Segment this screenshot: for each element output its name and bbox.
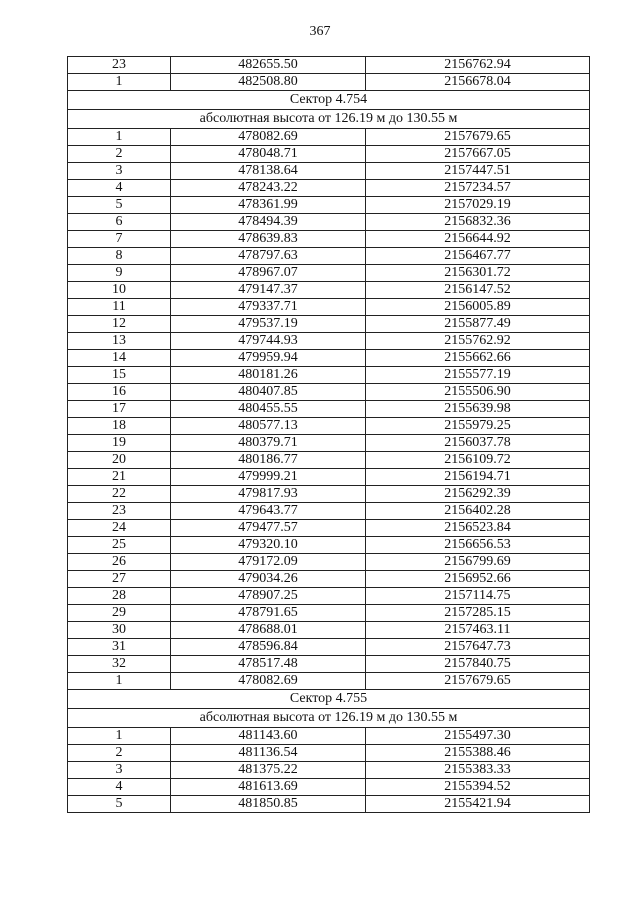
y-coordinate-cell: 2157114.75 — [366, 588, 590, 605]
point-number-cell: 20 — [68, 452, 171, 469]
x-coordinate-cell: 481850.85 — [171, 796, 366, 813]
x-coordinate-cell: 479034.26 — [171, 571, 366, 588]
point-number-cell: 23 — [68, 503, 171, 520]
sector-title: Сектор 4.755 — [68, 690, 590, 709]
table-row — [68, 486, 590, 503]
y-coordinate-cell: 2155639.98 — [366, 401, 590, 418]
x-coordinate-cell: 478688.01 — [171, 622, 366, 639]
point-number-cell: 5 — [68, 796, 171, 813]
x-coordinate-cell: 482508.80 — [171, 74, 366, 91]
point-number-cell: 23 — [68, 57, 171, 74]
x-coordinate-cell: 478517.48 — [171, 656, 366, 673]
table-row — [68, 384, 590, 401]
x-coordinate-cell: 479744.93 — [171, 333, 366, 350]
y-coordinate-cell: 2156109.72 — [366, 452, 590, 469]
x-coordinate-cell: 481375.22 — [171, 762, 366, 779]
y-coordinate-cell: 2155577.19 — [366, 367, 590, 384]
y-coordinate-cell: 2156402.28 — [366, 503, 590, 520]
x-coordinate-cell: 479643.77 — [171, 503, 366, 520]
x-coordinate-cell: 479477.57 — [171, 520, 366, 537]
y-coordinate-cell: 2156037.78 — [366, 435, 590, 452]
table-row — [68, 656, 590, 673]
point-number-cell: 14 — [68, 350, 171, 367]
point-number-cell: 22 — [68, 486, 171, 503]
table-row — [68, 452, 590, 469]
point-number-cell: 31 — [68, 639, 171, 656]
table-row — [68, 57, 590, 74]
table-row — [68, 146, 590, 163]
x-coordinate-cell: 479337.71 — [171, 299, 366, 316]
table-row — [68, 571, 590, 588]
y-coordinate-cell: 2157029.19 — [366, 197, 590, 214]
table-row — [68, 350, 590, 367]
table-row — [68, 265, 590, 282]
table-row — [68, 537, 590, 554]
point-number-cell: 1 — [68, 74, 171, 91]
point-number-cell: 7 — [68, 231, 171, 248]
x-coordinate-cell: 480186.77 — [171, 452, 366, 469]
x-coordinate-cell: 478791.65 — [171, 605, 366, 622]
point-number-cell: 27 — [68, 571, 171, 588]
y-coordinate-cell: 2156952.66 — [366, 571, 590, 588]
y-coordinate-cell: 2157679.65 — [366, 129, 590, 146]
y-coordinate-cell: 2156292.39 — [366, 486, 590, 503]
table-row — [68, 367, 590, 384]
point-number-cell: 30 — [68, 622, 171, 639]
x-coordinate-cell: 479999.21 — [171, 469, 366, 486]
table-row — [68, 299, 590, 316]
table-row — [68, 588, 590, 605]
point-number-cell: 13 — [68, 333, 171, 350]
x-coordinate-cell: 478243.22 — [171, 180, 366, 197]
point-number-cell: 19 — [68, 435, 171, 452]
table-row — [68, 435, 590, 452]
x-coordinate-cell: 480455.55 — [171, 401, 366, 418]
y-coordinate-cell: 2157234.57 — [366, 180, 590, 197]
point-number-cell: 26 — [68, 554, 171, 571]
point-number-cell: 2 — [68, 146, 171, 163]
table-row — [68, 520, 590, 537]
x-coordinate-cell: 478907.25 — [171, 588, 366, 605]
table-row — [68, 673, 590, 690]
y-coordinate-cell: 2155421.94 — [366, 796, 590, 813]
x-coordinate-cell: 480181.26 — [171, 367, 366, 384]
point-number-cell: 4 — [68, 180, 171, 197]
sector-title-row — [68, 91, 590, 110]
table-row — [68, 333, 590, 350]
x-coordinate-cell: 478494.39 — [171, 214, 366, 231]
point-number-cell: 29 — [68, 605, 171, 622]
table-row — [68, 248, 590, 265]
y-coordinate-cell: 2155662.66 — [366, 350, 590, 367]
x-coordinate-cell: 478639.83 — [171, 231, 366, 248]
y-coordinate-cell: 2155383.33 — [366, 762, 590, 779]
point-number-cell: 15 — [68, 367, 171, 384]
point-number-cell: 32 — [68, 656, 171, 673]
table-row — [68, 74, 590, 91]
table-row — [68, 214, 590, 231]
sector-altitude-row — [68, 110, 590, 129]
table-row — [68, 779, 590, 796]
table-row — [68, 163, 590, 180]
x-coordinate-cell: 478048.71 — [171, 146, 366, 163]
x-coordinate-cell: 479172.09 — [171, 554, 366, 571]
coordinates-table — [67, 56, 590, 813]
x-coordinate-cell: 480379.71 — [171, 435, 366, 452]
table-row — [68, 503, 590, 520]
x-coordinate-cell: 479147.37 — [171, 282, 366, 299]
table-row — [68, 469, 590, 486]
point-number-cell: 2 — [68, 745, 171, 762]
table-row — [68, 316, 590, 333]
x-coordinate-cell: 479320.10 — [171, 537, 366, 554]
x-coordinate-cell: 478797.63 — [171, 248, 366, 265]
x-coordinate-cell: 479817.93 — [171, 486, 366, 503]
table-row — [68, 796, 590, 813]
point-number-cell: 18 — [68, 418, 171, 435]
y-coordinate-cell: 2155762.92 — [366, 333, 590, 350]
point-number-cell: 1 — [68, 673, 171, 690]
y-coordinate-cell: 2156832.36 — [366, 214, 590, 231]
sector-altitude-row — [68, 709, 590, 728]
point-number-cell: 3 — [68, 163, 171, 180]
x-coordinate-cell: 478967.07 — [171, 265, 366, 282]
x-coordinate-cell: 480407.85 — [171, 384, 366, 401]
sector-altitude: абсолютная высота от 126.19 м до 130.55 м — [68, 110, 590, 129]
point-number-cell: 5 — [68, 197, 171, 214]
point-number-cell: 17 — [68, 401, 171, 418]
x-coordinate-cell: 478082.69 — [171, 673, 366, 690]
y-coordinate-cell: 2157667.05 — [366, 146, 590, 163]
point-number-cell: 25 — [68, 537, 171, 554]
table-row — [68, 605, 590, 622]
point-number-cell: 9 — [68, 265, 171, 282]
y-coordinate-cell: 2156005.89 — [366, 299, 590, 316]
x-coordinate-cell: 479959.94 — [171, 350, 366, 367]
table-row — [68, 728, 590, 745]
point-number-cell: 10 — [68, 282, 171, 299]
y-coordinate-cell: 2156523.84 — [366, 520, 590, 537]
y-coordinate-cell: 2155979.25 — [366, 418, 590, 435]
y-coordinate-cell: 2156467.77 — [366, 248, 590, 265]
y-coordinate-cell: 2155497.30 — [366, 728, 590, 745]
table-row — [68, 622, 590, 639]
point-number-cell: 28 — [68, 588, 171, 605]
x-coordinate-cell: 481136.54 — [171, 745, 366, 762]
point-number-cell: 11 — [68, 299, 171, 316]
sector-altitude: абсолютная высота от 126.19 м до 130.55 м — [68, 709, 590, 728]
y-coordinate-cell: 2155877.49 — [366, 316, 590, 333]
y-coordinate-cell: 2156762.94 — [366, 57, 590, 74]
table-row — [68, 231, 590, 248]
y-coordinate-cell: 2156147.52 — [366, 282, 590, 299]
x-coordinate-cell: 478596.84 — [171, 639, 366, 656]
table-row — [68, 554, 590, 571]
y-coordinate-cell: 2157447.51 — [366, 163, 590, 180]
table-row — [68, 197, 590, 214]
coordinates-table-body — [68, 57, 590, 813]
point-number-cell: 8 — [68, 248, 171, 265]
sector-title: Сектор 4.754 — [68, 91, 590, 110]
y-coordinate-cell: 2156799.69 — [366, 554, 590, 571]
x-coordinate-cell: 479537.19 — [171, 316, 366, 333]
y-coordinate-cell: 2157840.75 — [366, 656, 590, 673]
y-coordinate-cell: 2155506.90 — [366, 384, 590, 401]
table-row — [68, 762, 590, 779]
y-coordinate-cell: 2155394.52 — [366, 779, 590, 796]
x-coordinate-cell: 482655.50 — [171, 57, 366, 74]
table-row — [68, 745, 590, 762]
x-coordinate-cell: 481143.60 — [171, 728, 366, 745]
point-number-cell: 12 — [68, 316, 171, 333]
y-coordinate-cell: 2156301.72 — [366, 265, 590, 282]
x-coordinate-cell: 478082.69 — [171, 129, 366, 146]
x-coordinate-cell: 478138.64 — [171, 163, 366, 180]
point-number-cell: 3 — [68, 762, 171, 779]
point-number-cell: 1 — [68, 129, 171, 146]
sector-title-row — [68, 690, 590, 709]
x-coordinate-cell: 481613.69 — [171, 779, 366, 796]
page-number: 367 — [309, 24, 331, 39]
point-number-cell: 16 — [68, 384, 171, 401]
y-coordinate-cell: 2157679.65 — [366, 673, 590, 690]
y-coordinate-cell: 2157647.73 — [366, 639, 590, 656]
table-row — [68, 282, 590, 299]
point-number-cell: 21 — [68, 469, 171, 486]
x-coordinate-cell: 478361.99 — [171, 197, 366, 214]
table-row — [68, 180, 590, 197]
y-coordinate-cell: 2156678.04 — [366, 74, 590, 91]
table-row — [68, 129, 590, 146]
table-row — [68, 401, 590, 418]
y-coordinate-cell: 2155388.46 — [366, 745, 590, 762]
y-coordinate-cell: 2156656.53 — [366, 537, 590, 554]
y-coordinate-cell: 2157463.11 — [366, 622, 590, 639]
table-row — [68, 418, 590, 435]
point-number-cell: 24 — [68, 520, 171, 537]
point-number-cell: 6 — [68, 214, 171, 231]
x-coordinate-cell: 480577.13 — [171, 418, 366, 435]
point-number-cell: 4 — [68, 779, 171, 796]
point-number-cell: 1 — [68, 728, 171, 745]
y-coordinate-cell: 2156644.92 — [366, 231, 590, 248]
y-coordinate-cell: 2157285.15 — [366, 605, 590, 622]
y-coordinate-cell: 2156194.71 — [366, 469, 590, 486]
table-row — [68, 639, 590, 656]
